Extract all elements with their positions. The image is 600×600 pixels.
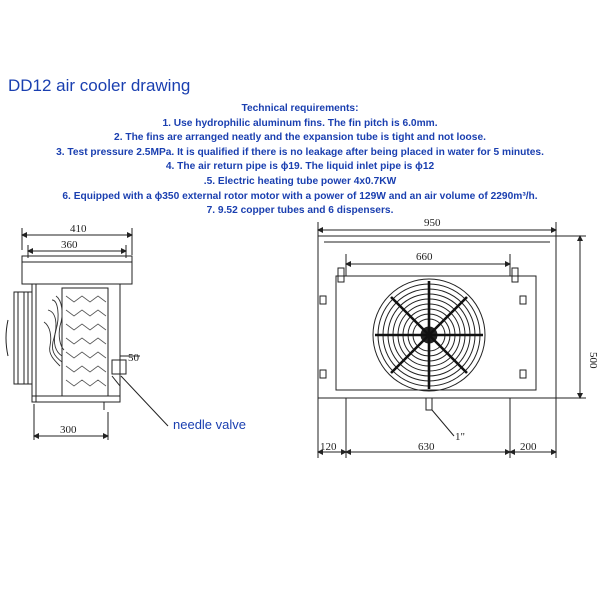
needle-valve-label: needle valve — [173, 417, 246, 432]
dim-660: 660 — [416, 251, 433, 263]
dim-drain: 1" — [455, 431, 465, 443]
drawing-title: DD12 air cooler drawing — [8, 76, 191, 95]
requirement-item: .5. Electric heating tube power 4x0.7KW — [203, 175, 397, 187]
dim-410: 410 — [70, 223, 87, 235]
drain-leader — [432, 410, 454, 436]
dim-950: 950 — [424, 217, 441, 229]
dim-50: 50 — [128, 352, 139, 364]
fin-block — [62, 288, 108, 396]
dim-300: 300 — [60, 424, 77, 436]
requirements-heading: Technical requirements: — [241, 103, 359, 114]
dim-200: 200 — [520, 441, 537, 453]
front-view — [318, 222, 586, 458]
requirement-item: 1. Use hydrophilic aluminum fins. The fin pitch is 6.0mm. — [162, 117, 438, 129]
fan-guard — [373, 279, 485, 391]
side-view — [6, 228, 168, 440]
drain-outlet — [426, 398, 432, 410]
top-cover — [22, 256, 132, 284]
requirement-item: 2. The fins are arranged neatly and the expansion tube is tight and not loose. — [114, 132, 486, 144]
needle-valve-leader — [121, 376, 168, 426]
requirement-item: 3. Test pressure 2.5MPa. It is qualified if there is no leakage after being placed in water for 5 minutes. — [56, 146, 544, 158]
fan-housing — [14, 292, 32, 384]
dim-360: 360 — [61, 239, 78, 251]
requirement-item: 7. 9.52 copper tubes and 6 dispensers. — [206, 205, 394, 217]
dim-120: 120 — [320, 441, 337, 453]
requirement-item: 6. Equipped with a ϕ350 external rotor motor with a power of 129W and an air volume of 2290m³/h. — [62, 190, 538, 202]
requirement-item: 4. The air return pipe is ϕ19. The liquid inlet pipe is ϕ12 — [165, 161, 435, 173]
dim-630: 630 — [418, 441, 435, 453]
needle-valve-stub — [112, 360, 126, 374]
dim-500: 500 — [587, 352, 599, 369]
